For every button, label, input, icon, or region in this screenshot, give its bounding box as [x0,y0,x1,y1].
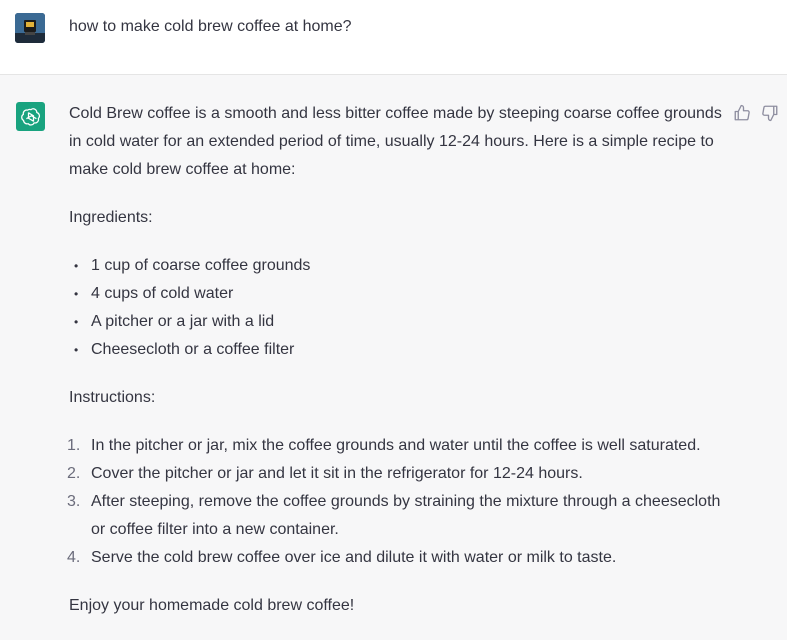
step-number: 3. [67,493,81,510]
step-number: 1. [67,437,81,454]
list-item [69,544,729,572]
user-message-row [0,0,787,75]
ingredients-list [69,252,729,364]
intro-paragraph: Cold Brew coffee is a smooth and less bitter coffee made by steeping coarse coffee grounds in cold water for an extended period of time, usually 12-24 hours. Here is a simple recipe to make cold brew coffee at home: [69,105,722,178]
openai-logo-icon [16,102,45,131]
list-item [69,488,729,544]
list-item [69,432,729,460]
step-number: 2. [67,465,81,482]
feedback-controls [733,104,779,122]
list-item: • 1 cup of coarse coffee grounds [69,252,729,280]
assistant-answer [69,100,729,640]
list-item [69,460,729,488]
assistant-message-row [0,76,787,639]
step-text: After steeping, remove the coffee grounds by straining the mixture through a cheesecloth or coffee filter into a new container. [91,493,721,538]
step-number: 4. [67,549,81,566]
user-avatar-icon [15,13,45,43]
user-question: how to make cold brew coffee at home? [69,18,352,35]
instructions-list [69,432,729,572]
step-text: In the pitcher or jar, mix the coffee grounds and water until the coffee is well saturated. [91,437,701,454]
thumbs-up-icon[interactable] [733,104,751,122]
ingredients-heading: Ingredients: [69,209,153,226]
list-item: • 4 cups of cold water [69,280,729,308]
list-item: • Cheesecloth or a coffee filter [69,336,729,364]
thumbs-down-icon[interactable] [761,104,779,122]
instructions-heading: Instructions: [69,389,156,406]
list-item: • A pitcher or a jar with a lid [69,308,729,336]
step-text: Serve the cold brew coffee over ice and dilute it with water or milk to taste. [91,549,617,566]
step-text: Cover the pitcher or jar and let it sit in the refrigerator for 12-24 hours. [91,465,583,482]
closing-paragraph: Enjoy your homemade cold brew coffee! [69,597,355,614]
